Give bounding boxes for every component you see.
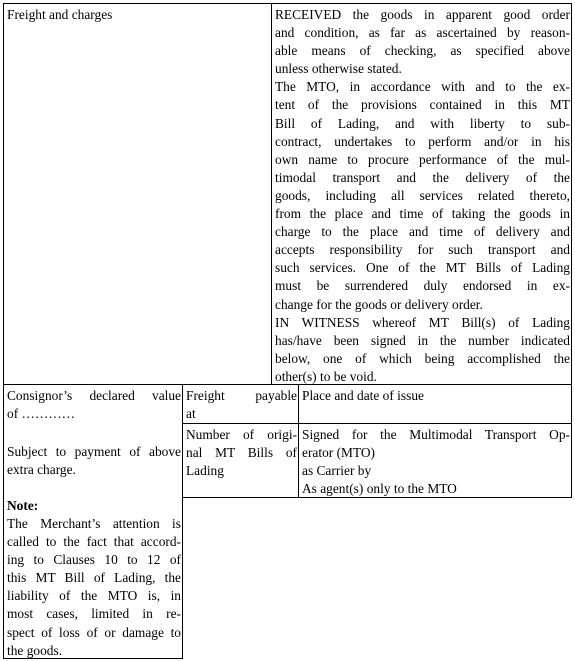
note-line: most cases, limited in re- bbox=[7, 606, 181, 622]
original-bills-count-text bbox=[186, 426, 297, 480]
original-bills-line: nal MT Bills of bbox=[186, 445, 297, 461]
freight-and-charges-label: Freight and charges bbox=[7, 7, 113, 22]
received-terms-text bbox=[275, 6, 570, 386]
received-line: unless otherwise stated. bbox=[275, 61, 402, 77]
received-line: must be surrendered duly endorsed in ex- bbox=[275, 278, 570, 294]
signed-line: Signed for the Multimodal Transport Op- bbox=[302, 427, 570, 442]
received-line: IN WITNESS whereof MT Bill(s) of Lading bbox=[275, 314, 570, 330]
received-line: contract, undertakes to perform and/or in his bbox=[275, 133, 570, 149]
received-line: charge to the place and time of delivery and bbox=[275, 224, 570, 240]
note-line: this MT Bill of Lading, the bbox=[7, 570, 181, 586]
subject-line: Subject to payment of above bbox=[7, 444, 181, 459]
place-date-issue-cell bbox=[298, 384, 572, 424]
received-line: from the place and time of taking the goods in bbox=[275, 206, 570, 222]
signed-for-mto-text bbox=[302, 426, 570, 498]
received-line: goods, including all services related thereto, bbox=[275, 187, 570, 203]
received-line: Bill of Lading, and with liberty to sub- bbox=[275, 115, 570, 131]
received-line: tent of the provisions contained in this MT bbox=[275, 97, 570, 113]
consignor-line: of ………… bbox=[7, 406, 76, 422]
received-line: such services. One of the MT Bills of Lading bbox=[275, 260, 570, 276]
subject-to-payment-text bbox=[7, 443, 181, 479]
note-line: ing to Clauses 10 to 12 of bbox=[7, 552, 181, 568]
freight-payable-cell bbox=[182, 384, 299, 424]
received-line: able means of checking, as specified above bbox=[275, 43, 570, 59]
note-line: liability of the MTO is, in bbox=[7, 588, 181, 604]
signed-line: erator (MTO) bbox=[302, 445, 376, 461]
received-line: other(s) to be void. bbox=[275, 368, 377, 384]
note-text bbox=[7, 515, 181, 660]
freight-payable-line: at bbox=[186, 406, 196, 422]
original-bills-line: Lading bbox=[186, 463, 224, 479]
original-bills-line: Number of origi- bbox=[186, 427, 297, 442]
original-bills-count-cell bbox=[182, 423, 299, 498]
signed-line: as Carrier by bbox=[302, 463, 372, 479]
note-line: called to the fact that accord- bbox=[7, 534, 181, 550]
consignor-declared-value-text bbox=[7, 387, 181, 423]
received-terms-cell bbox=[271, 3, 572, 385]
freight-payable-text bbox=[186, 387, 297, 423]
note-line: spect of loss of or damage to bbox=[7, 624, 181, 640]
received-line: below, one of which being accomplished the bbox=[275, 350, 570, 366]
note-label: Note: bbox=[7, 498, 39, 513]
freight-and-charges-cell bbox=[3, 3, 272, 385]
received-line: own name to procure performance of the mul- bbox=[275, 151, 570, 167]
place-date-issue-label: Place and date of issue bbox=[302, 388, 424, 403]
consignor-line: Consignor’s declared value bbox=[7, 388, 181, 403]
subject-line: extra charge. bbox=[7, 462, 76, 478]
freight-payable-line: Freight payable bbox=[186, 388, 297, 403]
received-line: timodal transport and the delivery of the bbox=[275, 169, 570, 185]
note-line: the goods. bbox=[7, 642, 63, 658]
received-line: has/have been signed in the number indicated bbox=[275, 332, 570, 348]
received-line: change for the goods or delivery order. bbox=[275, 296, 483, 312]
received-line: accepts responsibility for such transport and bbox=[275, 242, 570, 258]
received-line: and condition, as far as ascertained by reason- bbox=[275, 25, 570, 41]
received-line: The MTO, in accordance with and to the ex- bbox=[275, 79, 570, 95]
signed-line: As agent(s) only to the MTO bbox=[302, 481, 457, 497]
received-line: RECEIVED the goods in apparent good order bbox=[275, 7, 570, 22]
signed-for-mto-cell bbox=[298, 423, 572, 498]
consignor-declared-value-cell bbox=[3, 384, 183, 659]
note-line: The Merchant’s attention is bbox=[7, 516, 181, 531]
